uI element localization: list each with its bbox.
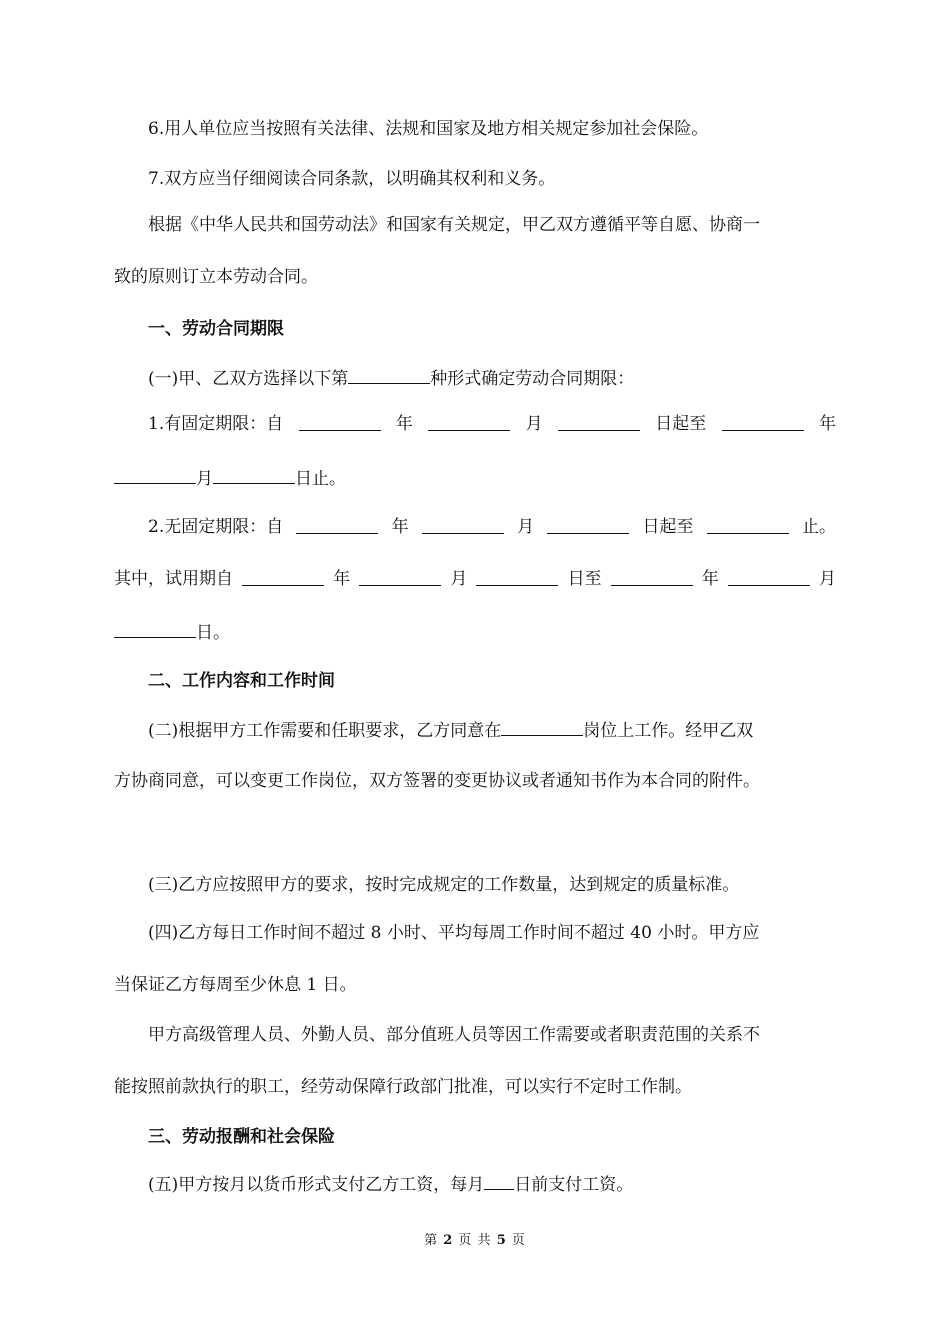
blank-field[interactable] (296, 516, 378, 534)
total-page-number: 5 (496, 1233, 507, 1248)
paragraph-item-7: 7.双方应当仔细阅读合同条款，以明确其权利和义务。 (148, 169, 556, 189)
blank-field[interactable] (476, 568, 558, 586)
clause-1 (148, 366, 634, 390)
open-term-label: 2.无固定期限：自 (148, 517, 284, 537)
paragraph-basis-line-1: 根据《中华人民共和国劳动法》和国家有关规定，甲乙双方遵循平等自愿、协商一 (148, 215, 760, 235)
current-page-number: 2 (443, 1233, 454, 1248)
blank-field[interactable] (114, 466, 196, 484)
blank-field[interactable] (611, 568, 693, 586)
footer-suffix: 页 (511, 1233, 526, 1248)
clause-5-text-b: 日前支付工资。 (514, 1175, 634, 1195)
clause-1-text-b: 种形式确定劳动合同期限： (430, 369, 635, 389)
fixed-term-year-2: 年 (818, 414, 836, 434)
blank-field[interactable] (728, 568, 810, 586)
probation-year-2: 年 (701, 569, 719, 589)
fixed-term-month-2: 月 (196, 469, 213, 489)
open-term-end: 止。 (801, 517, 836, 537)
paragraph-basis-line-2: 致的原则订立本劳动合同。 (114, 267, 318, 287)
fixed-term-end: 日止。 (295, 469, 346, 489)
probation-line (114, 568, 836, 590)
section-heading-pay: 三、劳动报酬和社会保险 (148, 1127, 335, 1147)
blank-field[interactable] (501, 718, 583, 736)
blank-field[interactable] (348, 366, 430, 384)
open-term-day-from: 日起至 (642, 517, 694, 537)
clause-2-text-a: (二)根据甲方工作需要和任职要求，乙方同意在 (148, 721, 502, 741)
probation-end: 日。 (196, 623, 230, 643)
blank-field[interactable] (707, 516, 789, 534)
clause-2-line-2: 方协商同意，可以变更工作岗位，双方签署的变更协议或者通知书作为本合同的附件。 (114, 771, 760, 791)
section-heading-work: 二、工作内容和工作时间 (148, 671, 335, 691)
blank-field[interactable] (484, 1172, 514, 1190)
blank-field[interactable] (722, 413, 804, 431)
blank-field[interactable] (299, 413, 381, 431)
probation-line-2 (114, 620, 230, 644)
probation-year: 年 (333, 569, 351, 589)
blank-field[interactable] (114, 620, 196, 638)
probation-day-to: 日至 (567, 569, 602, 589)
footer-prefix: 第 (424, 1233, 439, 1248)
fixed-term-day-from: 日起至 (655, 414, 707, 434)
clause-1-text-a: (一)甲、乙双方选择以下第 (148, 369, 349, 389)
blank-field[interactable] (422, 516, 504, 534)
blank-field[interactable] (359, 568, 441, 586)
exempt-paragraph-line-2: 能按照前款执行的职工，经劳动保障行政部门批准，可以实行不定时工作制。 (114, 1077, 692, 1097)
fixed-term-year: 年 (395, 414, 413, 434)
blank-field[interactable] (558, 413, 640, 431)
clause-5-text-a: (五)甲方按月以货币形式支付乙方工资，每月 (148, 1175, 485, 1195)
paragraph-item-6: 6.用人单位应当按照有关法律、法规和国家及地方相关规定参加社会保险。 (148, 119, 709, 139)
page-footer (0, 1232, 950, 1250)
blank-field[interactable] (213, 466, 295, 484)
fixed-term-line-2 (114, 466, 346, 490)
open-term-year: 年 (391, 517, 409, 537)
open-term-month: 月 (517, 517, 535, 537)
clause-5 (148, 1172, 633, 1196)
blank-field[interactable] (428, 413, 510, 431)
probation-month: 月 (450, 569, 468, 589)
footer-middle: 页 共 (458, 1233, 492, 1248)
fixed-term-line (148, 413, 836, 435)
clause-2-text-b: 岗位上工作。经甲乙双 (583, 721, 754, 741)
fixed-term-month: 月 (525, 414, 543, 434)
probation-month-2: 月 (818, 569, 836, 589)
fixed-term-label: 1.有固定期限：自 (148, 414, 284, 434)
section-heading-term: 一、劳动合同期限 (148, 319, 284, 339)
open-term-line (148, 516, 836, 538)
clause-4: (四)乙方每日工作时间不超过 8 小时、平均每周工作时间不超过 40 小时。甲方应 (148, 923, 760, 943)
clause-4-line-2: 当保证乙方每周至少休息 1 日。 (114, 975, 357, 995)
blank-field[interactable] (547, 516, 629, 534)
exempt-paragraph: 甲方高级管理人员、外勤人员、部分值班人员等因工作需要或者职责范围的关系不 (148, 1025, 760, 1045)
probation-label: 其中，试用期自 (114, 569, 233, 589)
blank-field[interactable] (242, 568, 324, 586)
clause-2 (148, 718, 753, 742)
clause-3: (三)乙方应按照甲方的要求，按时完成规定的工作数量，达到规定的质量标准。 (148, 875, 740, 895)
